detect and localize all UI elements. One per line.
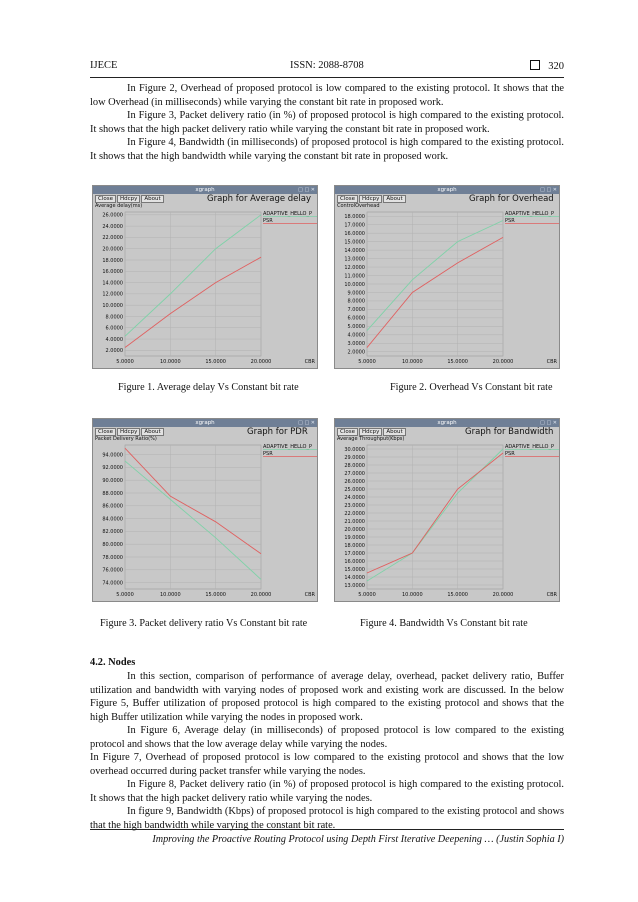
window-title: xgraph (195, 187, 215, 193)
y-tick-label: 29.0000 (344, 454, 365, 461)
y-axis-label: Average delay(ms) (95, 203, 143, 209)
legend-entry: ADAPTIVE_HELLO_P (505, 211, 554, 217)
y-tick-label: 78.0000 (102, 554, 123, 561)
chart-plot (93, 186, 319, 370)
paragraph: In figure 9, Bandwidth (Kbps) of proposed protocol is high compared to the existing protocol and shows that the high bandwidth while varying the constant bit rate. (90, 806, 564, 831)
y-tick-label: 90.0000 (102, 478, 123, 484)
y-tick-label: 20.0000 (102, 246, 123, 253)
y-tick-label: 94.0000 (102, 452, 123, 459)
close-button[interactable]: Close (337, 428, 358, 436)
running-footer: Improving the Proactive Routing Protocol using Depth First Iterative Deepening … (Justin Sophia I) (152, 834, 564, 845)
window-title: xgraph (437, 187, 457, 193)
paragraph: In Figure 3, Packet delivery ratio (in %) of proposed protocol is high compared to the existing protocol. It shows that the high packet delivery ratio while varying the constant bit rate in proposed work. (90, 110, 564, 135)
y-tick-label: 9.0000 (347, 290, 365, 297)
y-axis-label: Average Throughput(Kbps) (337, 436, 405, 442)
y-tick-label: 24.0000 (102, 223, 123, 230)
graph-title: Graph for PDR (247, 427, 308, 437)
chart-plot (335, 419, 561, 603)
legend-entry: PSR (505, 451, 515, 457)
y-tick-label: 18.0000 (344, 214, 365, 221)
y-tick-label: 2.0000 (347, 349, 365, 356)
x-tick-label: 5.0000 (116, 359, 134, 365)
x-axis-label: CBR (304, 359, 315, 365)
figure-2-caption: Figure 2. Overhead Vs Constant bit rate (390, 382, 553, 393)
y-tick-label: 14.0000 (102, 280, 123, 287)
about-button[interactable]: About (141, 195, 163, 203)
y-tick-label: 3.0000 (347, 341, 365, 348)
y-tick-label: 14.0000 (344, 574, 365, 581)
legend-entry: PSR (505, 218, 515, 224)
y-tick-label: 74.0000 (102, 580, 123, 587)
x-tick-label: 20.0000 (492, 359, 514, 365)
y-tick-label: 18.0000 (102, 257, 123, 264)
hdcpy-button[interactable]: Hdcpy (359, 195, 382, 203)
y-tick-label: 19.0000 (344, 534, 365, 541)
paragraph: In Figure 2, Overhead of proposed protocol is low compared to the existing protocol. It shows that the low Overhead (in milliseconds) while varying the constant bit rate in proposed work. (90, 83, 564, 108)
y-tick-label: 14.0000 (344, 247, 365, 254)
about-button[interactable]: About (383, 195, 405, 203)
x-tick-label: 15.0000 (447, 592, 469, 598)
y-tick-label: 26.0000 (102, 212, 123, 219)
x-tick-label: 15.0000 (205, 359, 227, 365)
page-number: 320 (548, 61, 564, 72)
x-tick-label: 10.0000 (159, 592, 181, 598)
figure-4-xgraph (334, 418, 560, 602)
y-tick-label: 8.0000 (347, 298, 365, 305)
window-title: xgraph (195, 420, 215, 426)
x-tick-label: 10.0000 (159, 359, 181, 365)
running-header (90, 60, 564, 76)
footer-rule (90, 829, 564, 830)
y-tick-label: 17.0000 (344, 222, 365, 229)
y-tick-label: 24.0000 (344, 494, 365, 501)
y-tick-label: 15.0000 (344, 566, 365, 573)
figure-3-xgraph (92, 418, 318, 602)
hdcpy-button[interactable]: Hdcpy (117, 195, 140, 203)
checkbox-icon (530, 60, 540, 70)
graph-title: Graph for Overhead (469, 194, 554, 204)
nodes-text (90, 670, 564, 832)
y-tick-label: 80.0000 (102, 542, 123, 548)
figure-2-xgraph (334, 185, 560, 369)
intro-text (90, 82, 564, 163)
y-tick-label: 5.0000 (347, 324, 365, 331)
hdcpy-button[interactable]: Hdcpy (117, 428, 140, 436)
plot-area (125, 445, 261, 589)
y-tick-label: 20.0000 (344, 526, 365, 533)
figure-1-caption: Figure 1. Average delay Vs Constant bit rate (118, 382, 299, 393)
y-tick-label: 84.0000 (102, 516, 123, 523)
hdcpy-button[interactable]: Hdcpy (359, 428, 382, 436)
y-tick-label: 2.0000 (105, 348, 123, 355)
y-tick-label: 16.0000 (344, 558, 365, 565)
graph-title: Graph for Bandwidth (465, 427, 554, 437)
y-tick-label: 17.0000 (344, 550, 365, 557)
x-axis-label: CBR (546, 359, 557, 365)
x-tick-label: 15.0000 (205, 592, 227, 598)
x-tick-label: 20.0000 (250, 592, 272, 598)
close-button[interactable]: Close (95, 428, 116, 436)
y-tick-label: 92.0000 (102, 465, 123, 472)
y-tick-label: 4.0000 (347, 332, 365, 339)
y-tick-label: 4.0000 (105, 336, 123, 343)
legend-entry: ADAPTIVE_HELLO_P (263, 211, 312, 217)
y-tick-label: 88.0000 (102, 490, 123, 497)
page-number-group (530, 60, 564, 72)
y-tick-label: 12.0000 (102, 291, 123, 298)
y-tick-label: 6.0000 (105, 325, 123, 332)
x-tick-label: 5.0000 (116, 592, 134, 598)
figure-3-caption: Figure 3. Packet delivery ratio Vs Constant bit rate (100, 618, 308, 629)
about-button[interactable]: About (141, 428, 163, 436)
y-tick-label: 76.0000 (102, 567, 123, 574)
x-tick-label: 10.0000 (401, 359, 423, 365)
paragraph: In Figure 7, Overhead of proposed protocol is low compared to the existing protocol and shows that the low overhead occurred during packet transfer while varying the nodes. (90, 752, 564, 777)
paragraph: In Figure 4, Bandwidth (in milliseconds) of proposed protocol is high compared to the existing protocol. It shows that the high bandwidth while varying the constant bit rate in proposed work. (90, 137, 564, 162)
y-axis-label: Packet Delivery Ratio(%) (95, 436, 157, 442)
y-tick-label: 28.0000 (344, 462, 365, 469)
y-tick-label: 10.0000 (102, 302, 123, 309)
y-tick-label: 23.0000 (344, 502, 365, 509)
paragraph: In this section, comparison of performance of average delay, overhead, packet delivery ratio, Buffer utilization and bandwidth with varying nodes of proposed work and existing work are discussed. In the below Figure 5, Buffer utilization of proposed protocol is high compared to the existing protocol and shows that the high Buffer utilization while varying the nodes in proposed work. (90, 671, 564, 723)
x-axis-label: CBR (546, 592, 557, 598)
y-tick-label: 16.0000 (344, 230, 365, 237)
y-tick-label: 30.0000 (344, 446, 365, 453)
y-tick-label: 21.0000 (344, 518, 365, 525)
paragraph: In Figure 8, Packet delivery ratio (in %) of proposed protocol is high compared to the existing protocol. It shows that the high packet delivery ratio while varying the nodes. (90, 779, 564, 804)
legend-entry: ADAPTIVE_HELLO_P (263, 444, 312, 450)
journal-name: IJECE (90, 60, 118, 71)
y-tick-label: 12.0000 (344, 264, 365, 271)
y-tick-label: 6.0000 (347, 315, 365, 322)
issn: ISSN: 2088-8708 (290, 60, 364, 71)
x-tick-label: 20.0000 (250, 359, 272, 365)
figure-1-xgraph (92, 185, 318, 369)
legend-entry: PSR (263, 218, 273, 224)
window-controls-icon[interactable]: □ □ ✕ (540, 420, 557, 426)
window-controls-icon[interactable]: □ □ ✕ (298, 420, 315, 426)
y-tick-label: 13.0000 (344, 256, 365, 263)
close-button[interactable]: Close (337, 195, 358, 203)
y-tick-label: 7.0000 (347, 307, 365, 314)
y-axis-label: ControlOverhead (337, 203, 380, 209)
x-tick-label: 5.0000 (358, 592, 376, 598)
header-rule (90, 77, 564, 78)
y-tick-label: 10.0000 (344, 281, 365, 288)
legend-entry: PSR (263, 451, 273, 457)
y-tick-label: 22.0000 (102, 235, 123, 242)
y-tick-label: 11.0000 (344, 273, 365, 280)
about-button[interactable]: About (383, 428, 405, 436)
y-tick-label: 86.0000 (102, 503, 123, 510)
plot-area (125, 212, 261, 356)
legend-entry: ADAPTIVE_HELLO_P (505, 444, 554, 450)
graph-title: Graph for Average delay (207, 194, 311, 204)
y-tick-label: 13.0000 (344, 582, 365, 589)
window-title: xgraph (437, 420, 457, 426)
y-tick-label: 16.0000 (102, 269, 123, 276)
chart-plot (93, 419, 319, 603)
figure-4-caption: Figure 4. Bandwidth Vs Constant bit rate (360, 618, 528, 629)
y-tick-label: 27.0000 (344, 470, 365, 477)
y-tick-label: 82.0000 (102, 529, 123, 536)
y-tick-label: 15.0000 (344, 239, 365, 246)
x-tick-label: 5.0000 (358, 359, 376, 365)
window-controls-icon[interactable]: □ □ ✕ (298, 187, 315, 193)
x-tick-label: 20.0000 (492, 592, 514, 598)
paragraph: In Figure 6, Average delay (in milliseconds) of proposed protocol is low compared to the existing protocol and shows that the low average delay while varying the nodes. (90, 725, 564, 750)
y-tick-label: 22.0000 (344, 510, 365, 517)
window-controls-icon[interactable]: □ □ ✕ (540, 187, 557, 193)
y-tick-label: 25.0000 (344, 486, 365, 493)
x-axis-label: CBR (304, 592, 315, 598)
chart-plot (335, 186, 561, 370)
section-heading: 4.2. Nodes (90, 657, 136, 668)
plot-area (367, 445, 503, 589)
x-tick-label: 15.0000 (447, 359, 469, 365)
x-tick-label: 10.0000 (401, 592, 423, 598)
close-button[interactable]: Close (95, 195, 116, 203)
y-tick-label: 8.0000 (105, 314, 123, 321)
y-tick-label: 26.0000 (344, 478, 365, 485)
y-tick-label: 18.0000 (344, 542, 365, 549)
